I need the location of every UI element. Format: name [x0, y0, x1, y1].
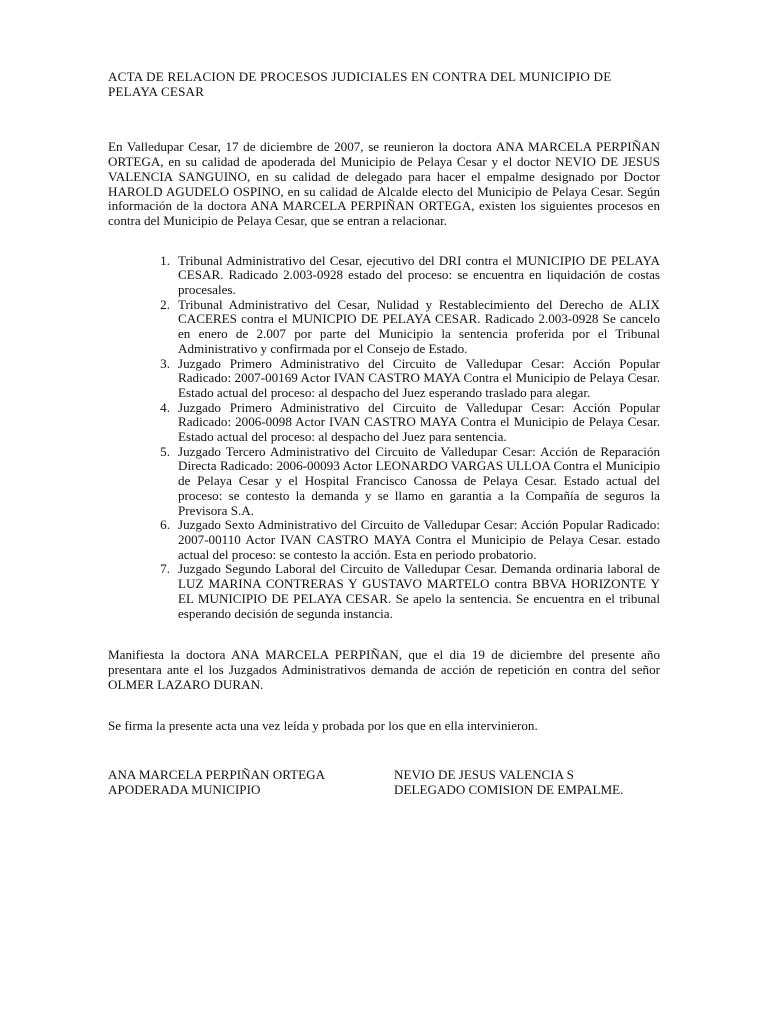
list-item-number: 7. [160, 561, 170, 577]
closing-paragraph: Manifiesta la doctora ANA MARCELA PERPIÑAN, que el dia 19 de diciembre del presente año presentara ante el los Juzgados Administrativos demanda de acción de repetición en contra del señor OLMER LAZARO DURAN. [108, 647, 660, 692]
signatory-name: ANA MARCELA PERPIÑAN ORTEGA [108, 767, 326, 783]
intro-paragraph: En Valledupar Cesar, 17 de diciembre de 2007, se reunieron la doctora ANA MARCELA PERPIÑAN ORTEGA, en su calidad de apoderada del Municipio de Pelaya Cesar y el doctor NEVIO DE JESUS VALENCIA SANGUINO, en su calidad de delegado para hacer el empalme designado por Doctor HAROLD AGUDELO OSPINO, en su calidad de Alcalde electo del Municipio de Pelaya Cesar. Según información de la doctora ANA MARCELA PERPIÑAN ORTEGA, existen los siguientes procesos en contra del Municipio de Pelaya Cesar, que se entran a relacionar. [108, 139, 660, 228]
list-item-number: 2. [160, 296, 170, 312]
list-item [160, 355, 660, 401]
list-item-number: 3. [160, 355, 170, 371]
list-item-number: 5. [160, 443, 170, 459]
signature-left [108, 768, 325, 797]
list-item-number: 4. [160, 399, 170, 415]
list-item [160, 561, 660, 621]
signatory-role: APODERADA MUNICIPIO [108, 781, 261, 797]
list-item [160, 517, 660, 562]
document-body [108, 70, 660, 798]
list-item-text: Juzgado Sexto Administrativo del Circuito de Valledupar Cesar: Acción Popular Radicado: 2007-00110 Actor IVAN CASTRO MAYA Contra el Municipio de Pelaya Cesar. estado actual del proceso: se contesto la acción. Esta en periodo probatorio. [178, 517, 660, 562]
list-item-number: 1. [160, 252, 170, 268]
list-item [160, 252, 660, 298]
list-item-text: Juzgado Segundo Laboral del Circuito de Valledupar Cesar. Demanda ordinaria laboral de LUZ MARINA CONTRERAS Y GUSTAVO MARTELO contra BBVA HORIZONTE Y EL MUNICIPIO DE PELAYA CESAR. Se apelo la sentencia. Se encuentra en el tribunal esperando decisión de segunda instancia. [178, 561, 660, 621]
signature-block [108, 768, 660, 798]
signoff-statement: Se firma la presente acta una vez leída y probada por los que en ella intervinieron. [108, 718, 538, 734]
document-title: ACTA DE RELACION DE PROCESOS JUDICIALES EN CONTRA DEL MUNICIPIO DE PELAYA CESAR [108, 69, 612, 99]
list-item-text: Juzgado Primero Administrativo del Circuito de Valledupar Cesar: Acción Popular Radicado: 2006-0098 Actor IVAN CASTRO MAYA Contra el Municipio de Pelaya Cesar. Estado actual del proceso: al despacho del Juez para sentencia. [178, 399, 660, 445]
list-item-number: 6. [160, 517, 170, 533]
list-item-text: Juzgado Primero Administrativo del Circuito de Valledupar Cesar: Acción Popular Radicado: 2007-00169 Actor IVAN CASTRO MAYA Contra el Municipio de Pelaya Cesar. Estado actual del proceso: al despacho del Juez esperando traslado para alegar. [178, 355, 660, 400]
signatory-role: DELEGADO COMISION DE EMPALME. [394, 781, 624, 797]
process-list [160, 252, 660, 622]
list-item [160, 443, 660, 519]
list-item [160, 296, 660, 357]
list-item [160, 399, 660, 445]
list-item-text: Tribunal Administrativo del Cesar, ejecutivo del DRI contra el MUNICIPIO DE PELAYA CESAR. Radicado 2.003-0928 estado del proceso: se encuentra en liquidación de costas procesales. [178, 252, 660, 298]
signature-right [394, 768, 623, 797]
list-item-text: Tribunal Administrativo del Cesar, Nulidad y Restablecimiento del Derecho de ALIX CACERES contra el MUNICPIO DE PELAYA CESAR. Radicado 2.003-0928 Se cancelo en enero de 2.007 por parte del Municipio la sentencia proferida por el Tribunal Administrativo y confirmada por el Consejo de Estado. [178, 296, 660, 356]
signatory-name: NEVIO DE JESUS VALENCIA S [394, 767, 574, 783]
list-item-text: Juzgado Tercero Administrativo del Circuito de Valledupar Cesar: Acción de Reparación Directa Radicado: 2006-00093 Actor LEONARDO VARGAS ULLOA Contra el Municipio de Pelaya Cesar y el Hospital Francisco Canossa de Pelaya Cesar. Estado actual del proceso: se contesto la demanda y se llamo en garantia a la Compañía de seguros la Previsora S.A. [178, 443, 660, 518]
